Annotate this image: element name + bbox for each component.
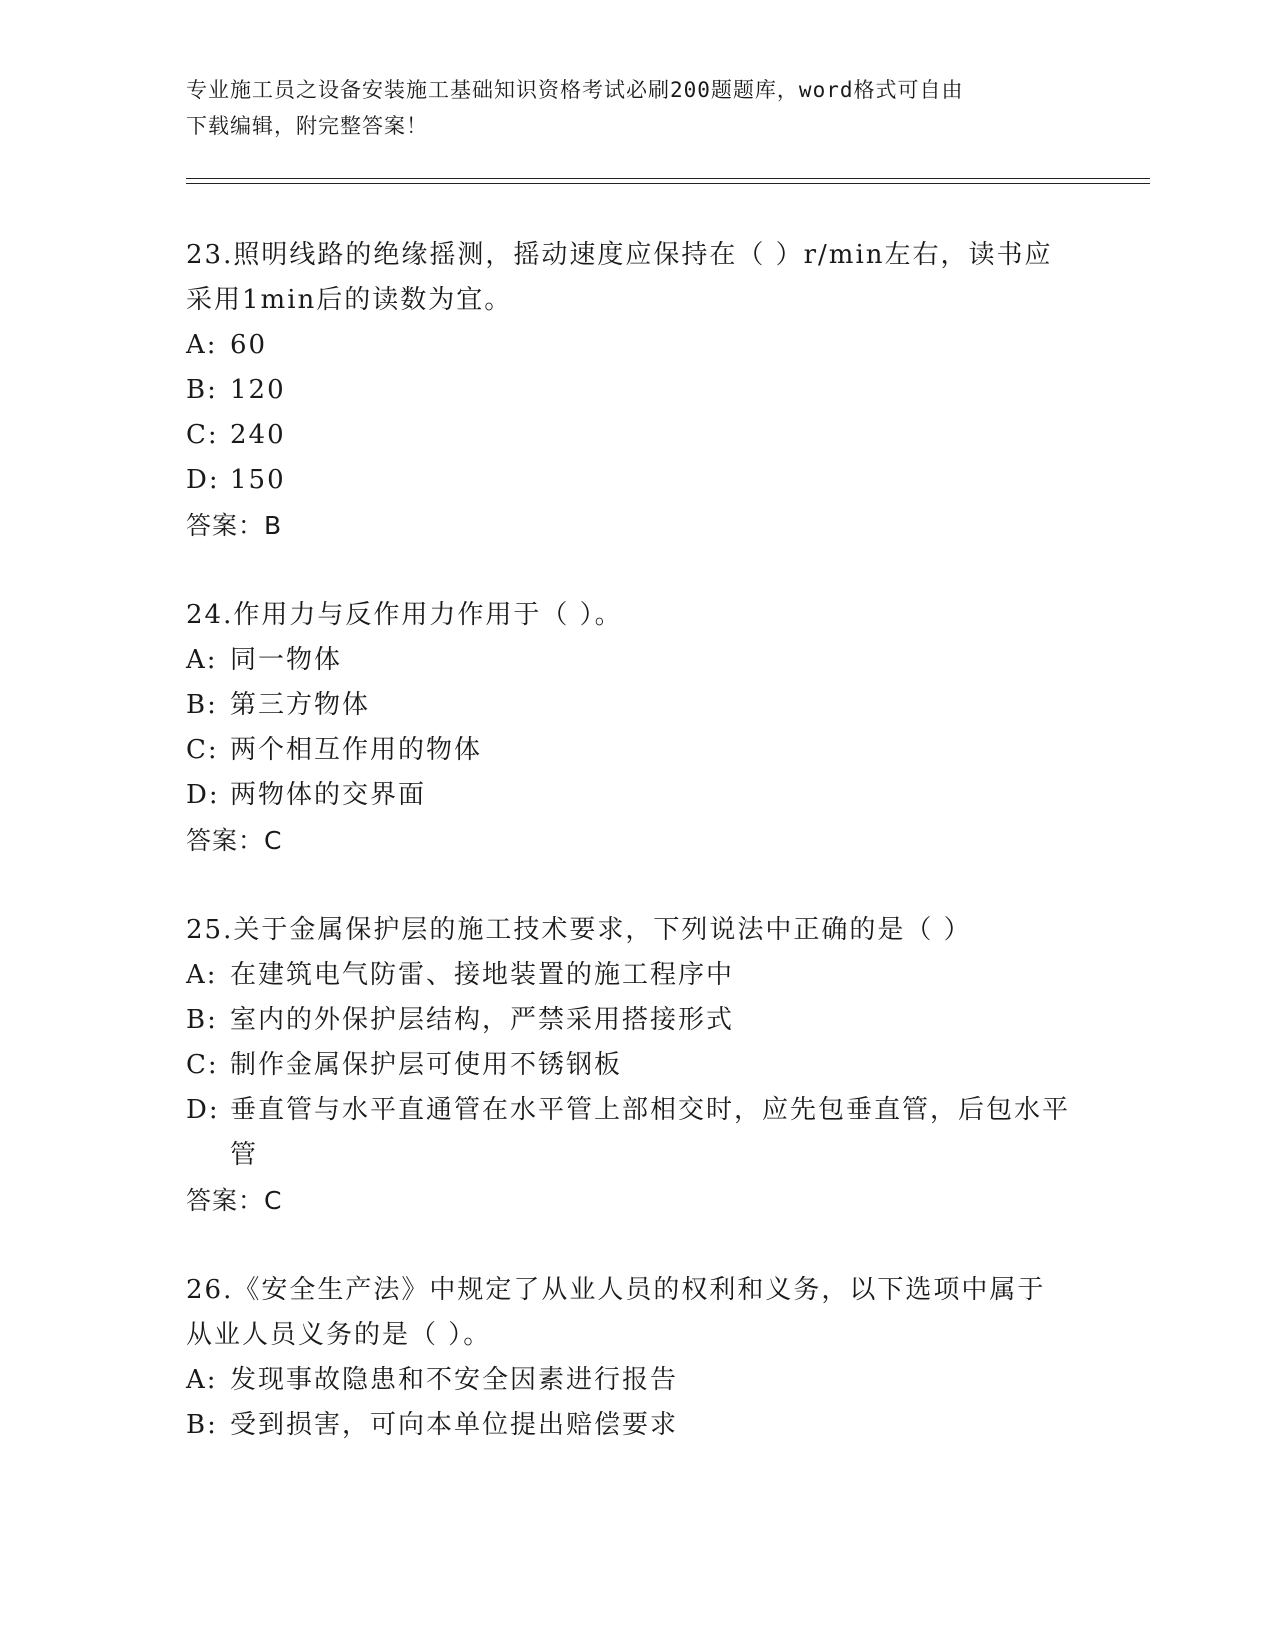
question-stem-line-1: 25.关于金属保护层的施工技术要求，下列说法中正确的是（ ）	[186, 915, 972, 945]
option-key: A:	[186, 330, 218, 360]
option-text: 120	[230, 375, 286, 405]
option-text: 在建筑电气防雷、接地装置的施工程序中	[230, 960, 735, 990]
document-header	[186, 72, 1086, 144]
option-text: 两物体的交界面	[230, 780, 427, 810]
option-key: B:	[186, 690, 218, 720]
option-text: 发现事故隐患和不安全因素进行报告	[230, 1365, 679, 1395]
option-b	[186, 368, 1076, 413]
option-b	[186, 1403, 1076, 1448]
answer-line: 答案：C	[186, 826, 283, 855]
option-key: D:	[186, 780, 220, 810]
option-text: 制作金属保护层可使用不锈钢板	[230, 1050, 623, 1080]
option-text: 60	[230, 330, 268, 360]
option-key: C:	[186, 420, 219, 450]
option-text: 240	[230, 420, 286, 450]
option-text: 两个相互作用的物体	[230, 735, 483, 765]
question-stem-line-1: 26.《安全生产法》中规定了从业人员的权利和义务，以下选项中属于	[186, 1275, 1046, 1305]
option-key: A:	[186, 960, 218, 990]
option-text: 第三方物体	[230, 690, 371, 720]
option-d	[186, 458, 1076, 503]
question-25	[186, 908, 1076, 1224]
question-stem-line-1: 24.作用力与反作用力作用于（ ）。	[186, 600, 623, 630]
option-key: A:	[186, 645, 218, 675]
option-text: 同一物体	[230, 645, 343, 675]
option-a	[186, 953, 1076, 998]
option-key: C:	[186, 735, 219, 765]
option-key: B:	[186, 1005, 218, 1035]
option-b	[186, 683, 1076, 728]
question-stem-line-2: 采用1min后的读数为宜。	[186, 285, 513, 315]
option-key: D:	[186, 1095, 220, 1125]
option-d	[186, 1088, 1076, 1178]
option-text: 受到损害，可向本单位提出赔偿要求	[230, 1410, 679, 1440]
option-a	[186, 1358, 1076, 1403]
answer-line: 答案：B	[186, 511, 283, 540]
option-c	[186, 728, 1076, 773]
question-list	[186, 233, 1076, 1492]
option-key: A:	[186, 1365, 218, 1395]
option-text: 室内的外保护层结构，严禁采用搭接形式	[230, 1005, 735, 1035]
option-b	[186, 998, 1076, 1043]
option-c	[186, 413, 1076, 458]
option-text: 垂直管与水平直通管在水平管上部相交时，应先包垂直管，后包水平管	[230, 1095, 1071, 1170]
question-24	[186, 593, 1076, 864]
header-line-1: 专业施工员之设备安装施工基础知识资格考试必刷200题题库，word格式可自由	[186, 78, 964, 102]
option-d	[186, 773, 1076, 818]
option-c	[186, 1043, 1076, 1088]
option-key: B:	[186, 375, 218, 405]
question-stem-line-2: 从业人员义务的是（ ）。	[186, 1320, 492, 1350]
option-key: B:	[186, 1410, 218, 1440]
question-23	[186, 233, 1076, 549]
option-a	[186, 638, 1076, 683]
question-stem-line-1: 23.照明线路的绝缘摇测，摇动速度应保持在（ ）r/min左右，读书应	[186, 240, 1053, 270]
header-line-2: 下载编辑，附完整答案！	[186, 114, 428, 138]
option-key: D:	[186, 465, 220, 495]
option-key: C:	[186, 1050, 219, 1080]
option-a	[186, 323, 1076, 368]
header-double-rule	[186, 178, 1150, 184]
answer-line: 答案：C	[186, 1186, 283, 1215]
option-text: 150	[230, 465, 286, 495]
question-26	[186, 1268, 1076, 1448]
